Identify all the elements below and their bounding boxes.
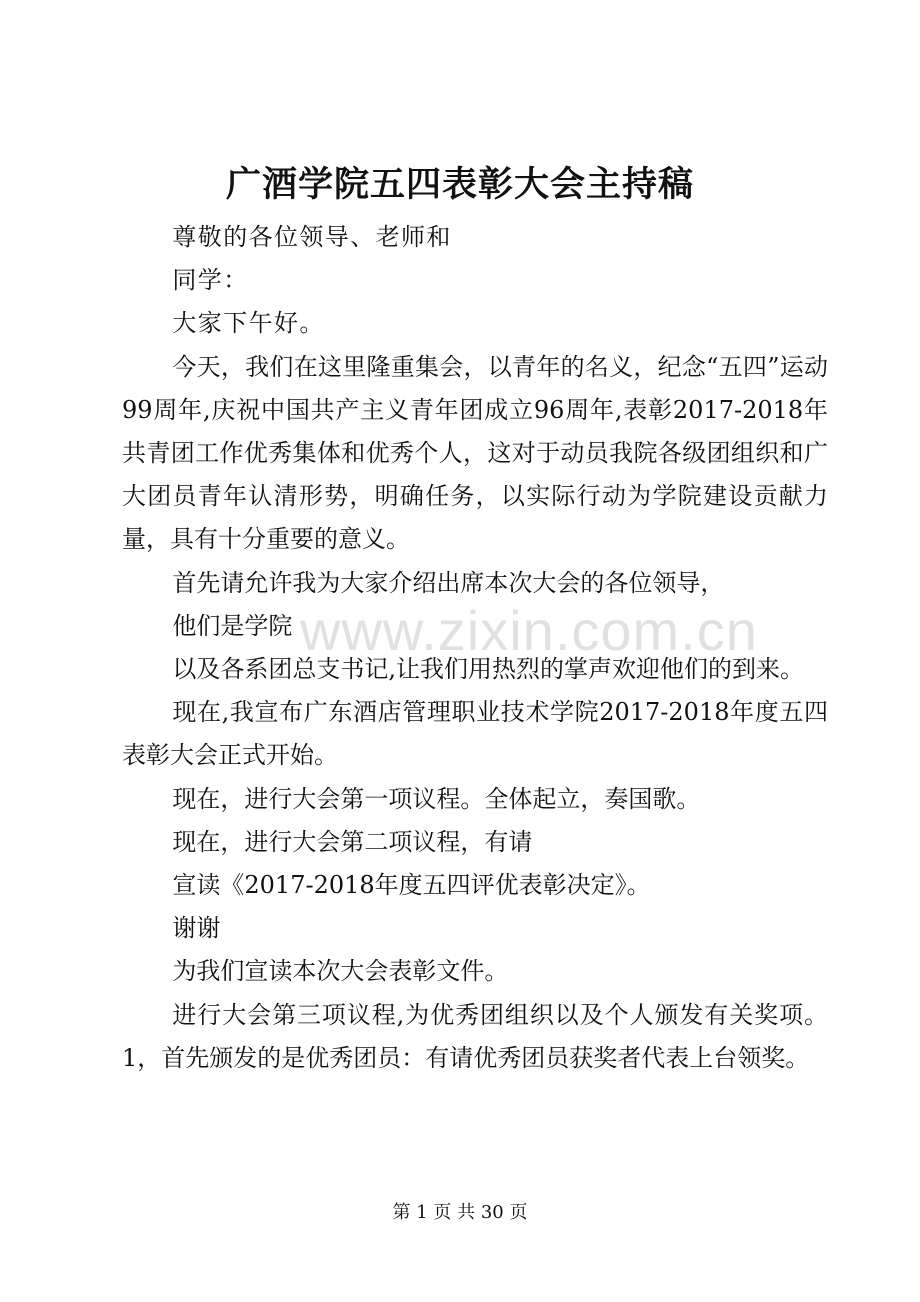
paragraph-introduce-leaders: 首先请允许我为大家介绍出席本次大会的各位领导， bbox=[172, 568, 725, 597]
paragraph-opening: 现在,我宣布广东酒店管理职业技术学院2017-2018年度五四表彰大会正式开始。 bbox=[122, 698, 828, 770]
paragraph-welcome: 以及各系团总支书记,让我们用热烈的掌声欢迎他们的到来。 bbox=[172, 655, 805, 684]
paragraph-greeting-students: 同学： bbox=[172, 266, 249, 295]
paragraph-agenda-2: 现在，进行大会第二项议程，有请 bbox=[172, 827, 533, 856]
paragraph-greeting: 尊敬的各位领导、老师和 bbox=[172, 223, 452, 251]
paragraph-agenda-1: 现在，进行大会第一项议程。全体起立，奏国歌。 bbox=[172, 784, 701, 813]
paragraph-agenda-3: 进行大会第三项议程,为优秀团组织以及个人颁发有关奖项。1，首先颁发的是优秀团员：有请优秀团员获奖者代表上台领奖。 bbox=[122, 1000, 828, 1072]
paragraph-read-document: 为我们宣读本次大会表彰文件。 bbox=[172, 957, 509, 986]
paragraph-thanks: 谢谢 bbox=[172, 914, 221, 943]
watermark-text: www.zixin.com.cn bbox=[300, 599, 758, 662]
paragraph-leaders: 他们是学院 bbox=[172, 611, 293, 640]
paragraph-read-decision: 宣读《2017-2018年度五四评优表彰决定》。 bbox=[172, 871, 651, 900]
paragraph-intro: 今天，我们在这里隆重集会，以青年的名义，纪念“五四”运动99周年,庆祝中国共产主义青年团成立96周年,表彰2017-2018年共青团工作优秀集体和优秀个人，这对于动员我院各级团组织和广大团员青年认清形势，明确任务，以实际行动为学院建设贡献力量，具有十分重要的意义。 bbox=[122, 352, 828, 554]
page-footer: 第 1 页 共 30 页 bbox=[392, 1202, 528, 1223]
document-title: 广酒学院五四表彰大会主持稿 bbox=[225, 164, 694, 205]
paragraph-good-afternoon: 大家下午好。 bbox=[172, 309, 325, 338]
